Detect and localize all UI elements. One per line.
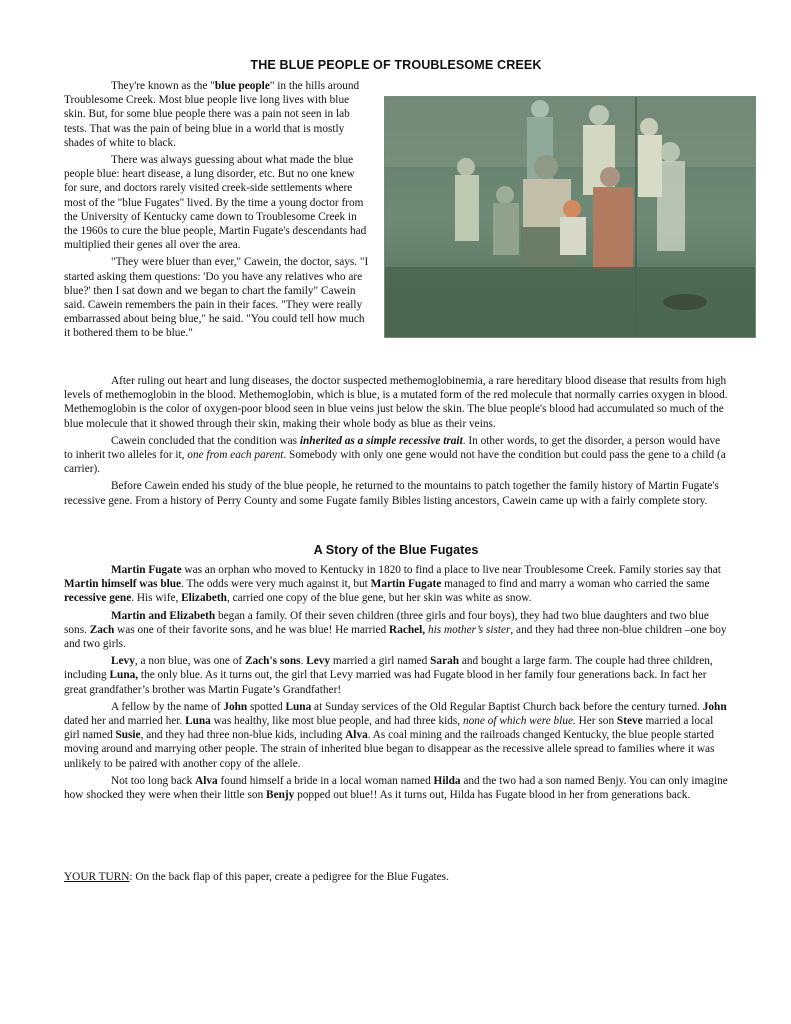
family-photo-icon	[385, 97, 756, 338]
paragraph-body-3: Before Cawein ended his study of the blue people, he returned to the mountains to patch together the family history of Martin Fugate's recessive gene. From a history of Perry County and some Fugate family Bibles listing ancestors, Cawein came up with a fairly complete story.	[64, 480, 719, 507]
intro-column	[64, 79, 370, 344]
one-from-each-parent-emphasis: one from each parent	[187, 449, 284, 462]
recessive-trait-emphasis: inherited as a simple recessive trait	[299, 434, 463, 447]
story-paragraph-2: Martin and Elizabeth began a family. Of their seven children (three girls and four boys), they had two blue daughters and two blue sons. Zach was one of their favorite sons, and he was blue! He married Rachel, his mother’s sister, and they had three non-blue children –one boy and two girls.	[64, 609, 727, 651]
your-turn-text: : On the back flap of this paper, create a pedigree for the Blue Fugates.	[129, 871, 449, 883]
story-heading: A Story of the Blue Fugates	[313, 543, 479, 557]
document-title: THE BLUE PEOPLE OF TROUBLESOME CREEK	[250, 58, 542, 72]
paragraph-intro-3: "They were bluer than ever," Cawein, the doctor, says. "I started asking them questions: 'Do you have any relatives who are blue?' then I sat down and we began to chart the family" Cawein said. Cawein remembers the pain in their faces. "They were really embarrassed about being blue," he said. "You could tell how much it bothered them to be blue."	[64, 256, 369, 340]
story-section	[64, 563, 728, 805]
paragraph-body-2: Cawein concluded that the condition was inherited as a simple recessive trait. In other words, to get the disorder, a person would have to inherit two alleles for it, one from each parent. Somebody with only one gene would not have the condition but could pass the gene to a child (a carrier).	[64, 434, 726, 476]
story-paragraph-3: Levy, a non blue, was one of Zach's sons. Levy married a girl named Sarah and bought a large farm. The couple had three children, including Luna, the only blue. As it turns out, the girl that Levy married was had Fugate blood in her family four generations back. In fact her great grandfather’s brother was Martin Fugate’s Grandfather!	[64, 655, 713, 696]
story-paragraph-1: Martin Fugate was an orphan who moved to Kentucky in 1820 to find a place to live near Troublesome Creek. Family stories say that Martin himself was blue. The odds were very much against it, but Martin Fugate managed to find and marry a woman who carried the same recessive gene. His wife, Elizabeth, carried one copy of the blue gene, but her skin was white as snow.	[64, 564, 721, 605]
story-paragraph-4: A fellow by the name of John spotted Luna at Sunday services of the Old Regular Baptist Church back before the century turned. John dated her and married her. Luna was healthy, like most blue people, and had three kids, none of which were blue. Her son Steve married a local girl named Susie, and they had three non-blue kids, including Alva. As coal mining and the railroads changed Kentucky, the blue people started moving around and marrying other people. The strain of inherited blue began to disappear as the recessive allele spread to families where it was unlikely to be paired with another copy of the allele.	[64, 700, 727, 770]
blue-people-emphasis: blue people	[214, 80, 270, 92]
story-paragraph-5: Not too long back Alva found himself a bride in a local woman named Hilda and the two had a son named Benjy. You can only imagine how shocked they were when their little son Benjy popped out blue!! As it turns out, Hilda has Fugate blood in her from generations back.	[64, 774, 728, 802]
your-turn-prompt	[64, 870, 728, 884]
your-turn-label: YOUR TURN	[64, 871, 130, 883]
family-photo	[384, 96, 756, 338]
paragraph-intro-2: There was always guessing about what made the blue people blue: heart disease, a lung disorder, etc. But no one knew for sure, and doctors rarely visited creek-side settlements where most of the "blue Fugates" lived. By the time a young doctor from the University of Kentucky came down to Troublesome Creek in the 1960s to cure the blue people, Martin Fugate's descendants had multiplied their genes all over the area.	[64, 154, 367, 252]
body-section	[64, 374, 728, 511]
paragraph-body-1: After ruling out heart and lung diseases, the doctor suspected methemoglobinemia, a rare hereditary blood disease that results from high levels of methemoglobin in the blood. Methemoglobin, which is blue, is a mutated form of the red molecule that normally carries oxygen in blood. Methemoglobin is the color of oxygen-poor blood seen in blue veins just below the skin. The blue people's blood had accumulated so much of the blue molecule that it showed through their skin, making their whole body as blue as their veins.	[64, 375, 728, 430]
paragraph-intro-1: They're known as the "blue people" in the hills around Troublesome Creek. Most blue people live long lives with blue skin. But, for some blue people there was a pain not seen in lab tests. That was the pain of being blue in a world that is mostly shades of white to black.	[64, 80, 360, 149]
